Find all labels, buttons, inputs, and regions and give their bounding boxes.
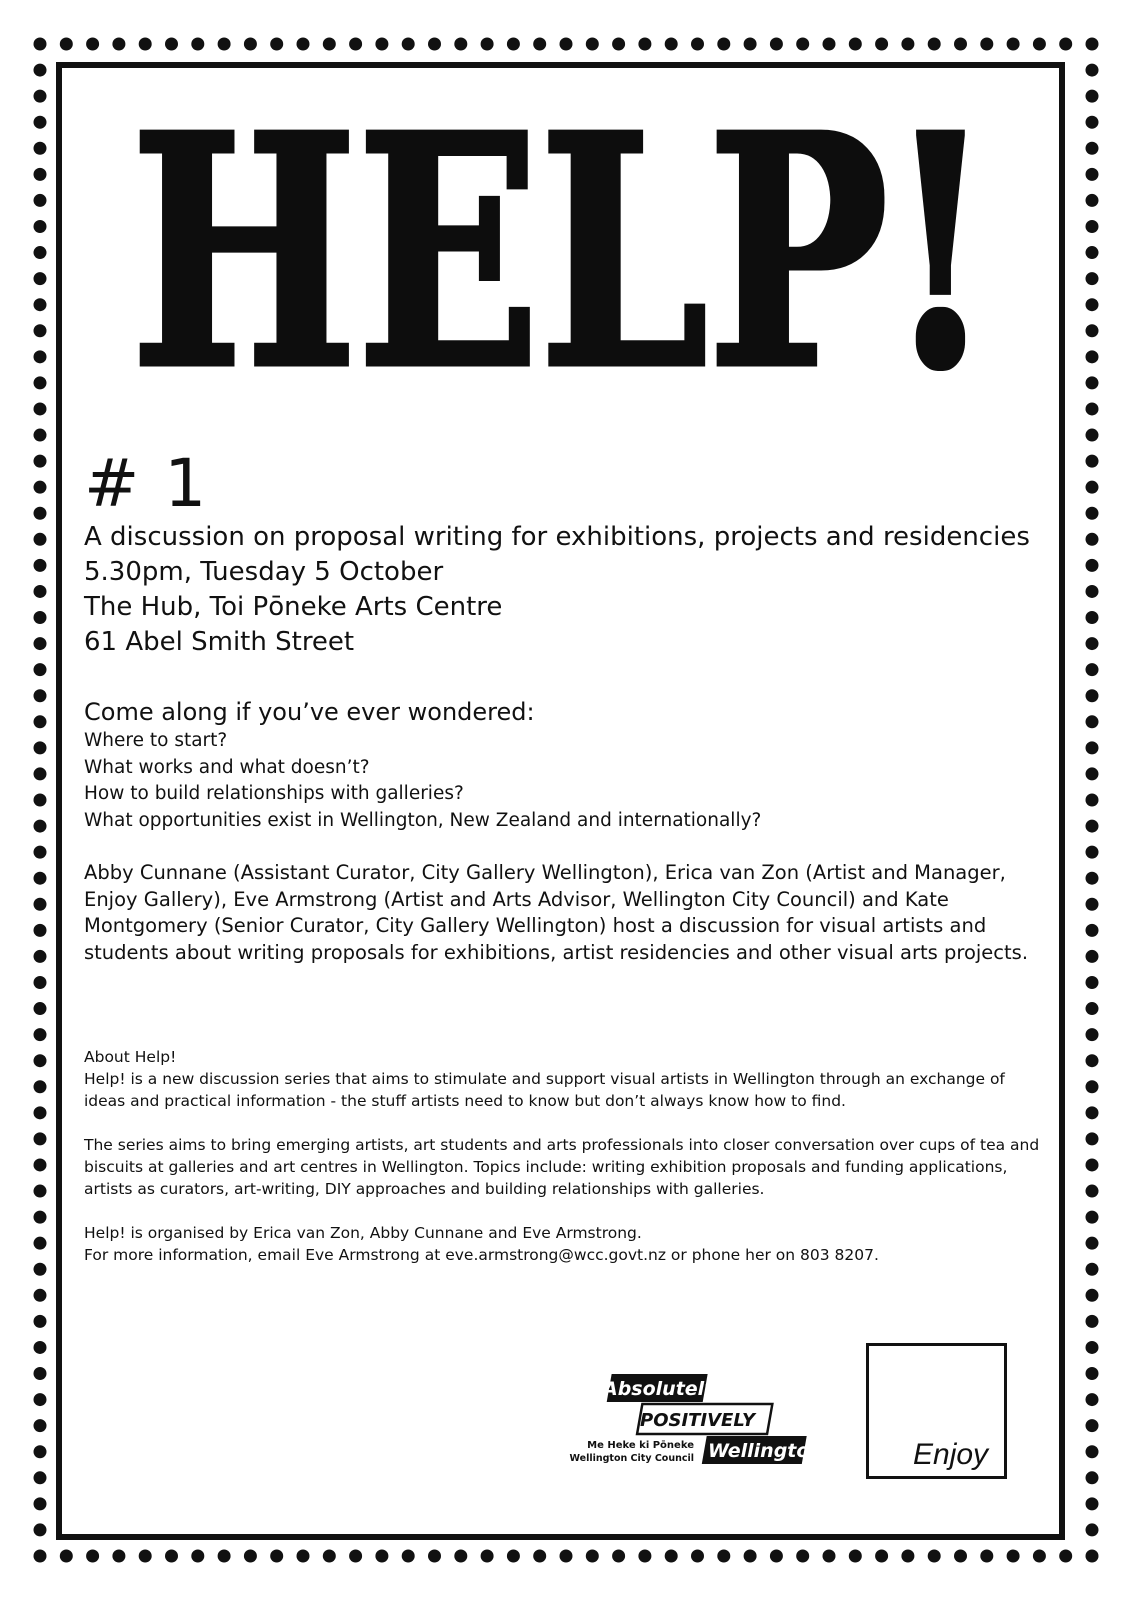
border-dot	[665, 38, 678, 51]
border-dot	[560, 1550, 573, 1563]
border-dot	[1086, 1211, 1099, 1224]
question-item: How to build relationships with galleries?	[84, 783, 464, 805]
border-dot	[901, 1550, 914, 1563]
border-dot	[481, 38, 494, 51]
border-dot	[928, 1550, 941, 1563]
border-dot	[323, 38, 336, 51]
border-dot	[586, 1550, 599, 1563]
border-dot	[533, 1550, 546, 1563]
border-dot	[1086, 794, 1099, 807]
poster-title-text: HELP!	[131, 96, 993, 392]
border-dot	[1086, 350, 1099, 363]
border-dot	[34, 90, 47, 103]
border-dot	[34, 1106, 47, 1119]
border-dot	[34, 559, 47, 572]
border-dot	[1086, 429, 1099, 442]
border-dot	[1086, 924, 1099, 937]
border-dot	[34, 846, 47, 859]
border-dot	[34, 533, 47, 546]
border-dot	[34, 324, 47, 337]
border-dot	[402, 1550, 415, 1563]
border-dot	[1086, 168, 1099, 181]
border-dot	[34, 1367, 47, 1380]
about-paragraph-1: Help! is a new discussion series that aims to stimulate and support visual artists in Wellington through an exchange of ideas and practical information - the stuff artists need to know but don’t always know how to find.	[84, 1070, 1005, 1110]
border-dot	[1033, 1550, 1046, 1563]
border-dot	[1007, 38, 1020, 51]
border-dot	[34, 1497, 47, 1510]
border-dot	[1086, 976, 1099, 989]
border-dot	[849, 1550, 862, 1563]
event-details	[84, 520, 1074, 660]
border-dot	[34, 1289, 47, 1302]
border-dot	[34, 1002, 47, 1015]
border-dot	[507, 38, 520, 51]
border-dot	[1086, 950, 1099, 963]
border-dot	[34, 1080, 47, 1093]
border-dot	[34, 611, 47, 624]
border-dot	[165, 1550, 178, 1563]
border-dot	[34, 220, 47, 233]
border-dot	[1086, 1341, 1099, 1354]
border-dot	[1086, 1393, 1099, 1406]
border-dot	[980, 1550, 993, 1563]
border-dot	[1086, 324, 1099, 337]
border-dot	[638, 38, 651, 51]
event-datetime: 5.30pm, Tuesday 5 October	[84, 557, 444, 587]
border-dot	[1086, 767, 1099, 780]
wellington-city-council-logo	[548, 1372, 823, 1470]
border-dot	[980, 38, 993, 51]
border-dot	[1086, 1263, 1099, 1276]
border-dot	[297, 1550, 310, 1563]
border-dot	[823, 1550, 836, 1563]
logo-absolutely: Absolutely	[603, 1378, 717, 1400]
border-dot	[244, 38, 257, 51]
border-dot	[1086, 820, 1099, 833]
border-dot	[1086, 507, 1099, 520]
border-dot	[270, 1550, 283, 1563]
border-dot	[1086, 64, 1099, 77]
logo-tagline-1: Me Heke ki Pōneke	[587, 1440, 694, 1451]
border-dot	[638, 1550, 651, 1563]
border-dot	[507, 1550, 520, 1563]
border-dot	[34, 116, 47, 129]
border-dot	[1007, 1550, 1020, 1563]
enjoy-gallery-logo	[866, 1343, 1007, 1479]
border-dot	[34, 168, 47, 181]
border-dot	[34, 585, 47, 598]
border-dot	[1086, 1185, 1099, 1198]
border-dot	[34, 455, 47, 468]
border-dot	[34, 142, 47, 155]
border-dot	[34, 663, 47, 676]
border-dot	[34, 298, 47, 311]
border-dot	[34, 1132, 47, 1145]
about-heading: About Help!	[84, 1048, 177, 1066]
border-dot	[34, 1263, 47, 1276]
border-dot	[1086, 1315, 1099, 1328]
border-dot	[34, 1471, 47, 1484]
border-dot	[1086, 376, 1099, 389]
border-dot	[34, 1185, 47, 1198]
border-dot	[349, 1550, 362, 1563]
border-dot	[34, 481, 47, 494]
border-dot	[34, 1393, 47, 1406]
border-dot	[875, 1550, 888, 1563]
border-dot	[139, 38, 152, 51]
border-dot	[34, 194, 47, 207]
border-dot	[1086, 533, 1099, 546]
border-dot	[1086, 1367, 1099, 1380]
border-dot	[1086, 142, 1099, 155]
questions-list	[84, 728, 1074, 835]
question-item: What opportunities exist in Wellington, New Zealand and internationally?	[84, 810, 762, 832]
border-dot	[954, 1550, 967, 1563]
border-dot	[1086, 116, 1099, 129]
question-item: What works and what doesn’t?	[84, 756, 370, 778]
border-dot	[1086, 402, 1099, 415]
border-dot	[34, 350, 47, 363]
border-dot	[34, 272, 47, 285]
border-dot	[428, 1550, 441, 1563]
border-dot	[717, 38, 730, 51]
border-dot	[34, 1523, 47, 1536]
border-dot	[1086, 1550, 1099, 1563]
logo-positively: POSITIVELY	[640, 1410, 756, 1431]
border-dot	[34, 38, 47, 51]
border-dot	[1086, 272, 1099, 285]
border-dot	[1033, 38, 1046, 51]
border-dot	[770, 1550, 783, 1563]
border-dot	[375, 1550, 388, 1563]
border-dot	[139, 1550, 152, 1563]
border-dot	[1086, 220, 1099, 233]
border-dot	[34, 767, 47, 780]
border-dot	[34, 976, 47, 989]
poster-title	[122, 96, 1002, 392]
border-dot	[34, 64, 47, 77]
issue-number: # 1	[84, 445, 209, 522]
border-dot	[34, 1315, 47, 1328]
border-dot	[297, 38, 310, 51]
border-dot	[665, 1550, 678, 1563]
border-dot	[744, 38, 757, 51]
border-dot	[244, 1550, 257, 1563]
border-dot	[1059, 38, 1072, 51]
border-dot	[349, 38, 362, 51]
logo-tagline-2: Wellington City Council	[569, 1453, 694, 1464]
border-dot	[1086, 1132, 1099, 1145]
logo-wellington: Wellington	[708, 1440, 823, 1462]
border-dot	[34, 376, 47, 389]
border-dot	[1086, 1445, 1099, 1458]
border-dot	[34, 741, 47, 754]
border-dot	[34, 507, 47, 520]
border-dot	[1086, 585, 1099, 598]
border-dot	[691, 38, 704, 51]
border-dot	[1086, 898, 1099, 911]
border-dot	[928, 38, 941, 51]
border-dot	[586, 38, 599, 51]
border-dot	[1086, 1289, 1099, 1302]
border-dot	[612, 1550, 625, 1563]
border-dot	[533, 38, 546, 51]
border-dot	[1059, 1550, 1072, 1563]
border-dot	[1086, 637, 1099, 650]
border-dot	[1086, 1080, 1099, 1093]
border-dot	[560, 38, 573, 51]
border-dot	[796, 38, 809, 51]
border-dot	[34, 1028, 47, 1041]
hosts-paragraph: Abby Cunnane (Assistant Curator, City Gallery Wellington), Erica van Zon (Artist and Manager, Enjoy Gallery), Eve Armstrong (Artist and Arts Advisor, Wellington City Council) and Kate Montgomery (Senior Curator, City Gallery Wellington) host a discussion for visual artists and students about writing proposals for exhibitions, artist residencies and other visual arts projects.	[84, 861, 1029, 964]
border-dot	[34, 1237, 47, 1250]
border-dot	[1086, 1523, 1099, 1536]
border-dot	[1086, 663, 1099, 676]
border-dot	[34, 898, 47, 911]
about-paragraph-2: The series aims to bring emerging artists, art students and arts professionals into closer conversation over cups of tea and biscuits at galleries and art centres in Wellington. Topics include: writing exhibition proposals and funding applications, artists as curators, art-writing, DIY approaches and building relationships with galleries.	[84, 1136, 1040, 1198]
border-dot	[218, 1550, 231, 1563]
border-dot	[34, 1445, 47, 1458]
border-dot	[1086, 715, 1099, 728]
border-dot	[1086, 455, 1099, 468]
border-dot	[218, 38, 231, 51]
border-dot	[1086, 1002, 1099, 1015]
border-dot	[691, 1550, 704, 1563]
border-dot	[1086, 741, 1099, 754]
questions-section	[84, 696, 1074, 835]
border-dot	[60, 1550, 73, 1563]
border-dot	[823, 38, 836, 51]
border-dot	[86, 1550, 99, 1563]
border-dot	[428, 38, 441, 51]
border-dot	[34, 1158, 47, 1171]
contact-line: For more information, email Eve Armstrong at eve.armstrong@wcc.govt.nz or phone her on 803 8207.	[84, 1246, 879, 1264]
border-dot	[1086, 689, 1099, 702]
event-venue: The Hub, Toi Pōneke Arts Centre	[84, 592, 503, 622]
border-dot	[270, 38, 283, 51]
border-dot	[1086, 194, 1099, 207]
event-description: A discussion on proposal writing for exhibitions, projects and residencies	[84, 522, 1030, 552]
border-dot	[1086, 1497, 1099, 1510]
border-dot	[191, 1550, 204, 1563]
border-dot	[454, 38, 467, 51]
border-dot	[770, 38, 783, 51]
border-dot	[1086, 1237, 1099, 1250]
border-dot	[34, 715, 47, 728]
border-dot	[34, 1054, 47, 1067]
border-dot	[34, 1550, 47, 1563]
border-dot	[375, 38, 388, 51]
border-dot	[86, 38, 99, 51]
border-dot	[165, 38, 178, 51]
border-dot	[1086, 298, 1099, 311]
border-dot	[612, 38, 625, 51]
questions-heading: Come along if you’ve ever wondered:	[84, 698, 535, 726]
border-dot	[34, 1419, 47, 1432]
event-address: 61 Abel Smith Street	[84, 627, 355, 657]
border-dot	[323, 1550, 336, 1563]
border-dot	[744, 1550, 757, 1563]
border-dot	[796, 1550, 809, 1563]
border-dot	[402, 38, 415, 51]
border-dot	[1086, 38, 1099, 51]
border-dot	[1086, 611, 1099, 624]
border-dot	[1086, 559, 1099, 572]
border-dot	[1086, 872, 1099, 885]
border-dot	[1086, 846, 1099, 859]
border-dot	[954, 38, 967, 51]
border-dot	[34, 820, 47, 833]
border-dot	[481, 1550, 494, 1563]
border-dot	[112, 1550, 125, 1563]
border-dot	[1086, 1419, 1099, 1432]
border-dot	[875, 38, 888, 51]
border-dot	[1086, 1106, 1099, 1119]
border-dot	[34, 246, 47, 259]
border-dot	[34, 1341, 47, 1354]
border-dot	[34, 402, 47, 415]
border-dot	[1086, 481, 1099, 494]
border-dot	[1086, 1028, 1099, 1041]
border-dot	[849, 38, 862, 51]
border-dot	[717, 1550, 730, 1563]
border-dot	[34, 872, 47, 885]
enjoy-label: Enjoy	[913, 1438, 989, 1471]
border-dot	[191, 38, 204, 51]
border-dot	[1086, 1471, 1099, 1484]
organisers-line: Help! is organised by Erica van Zon, Abby Cunnane and Eve Armstrong.	[84, 1224, 642, 1242]
about-section	[84, 1046, 1044, 1288]
border-dot	[1086, 246, 1099, 259]
border-dot	[112, 38, 125, 51]
border-dot	[34, 794, 47, 807]
border-dot	[1086, 1158, 1099, 1171]
border-dot	[34, 429, 47, 442]
border-dot	[34, 689, 47, 702]
border-dot	[1086, 90, 1099, 103]
border-dot	[34, 1211, 47, 1224]
border-dot	[34, 637, 47, 650]
border-dot	[901, 38, 914, 51]
border-dot	[1086, 1054, 1099, 1067]
question-item: Where to start?	[84, 730, 228, 751]
border-dot	[454, 1550, 467, 1563]
border-dot	[60, 38, 73, 51]
border-dot	[34, 950, 47, 963]
border-dot	[34, 924, 47, 937]
